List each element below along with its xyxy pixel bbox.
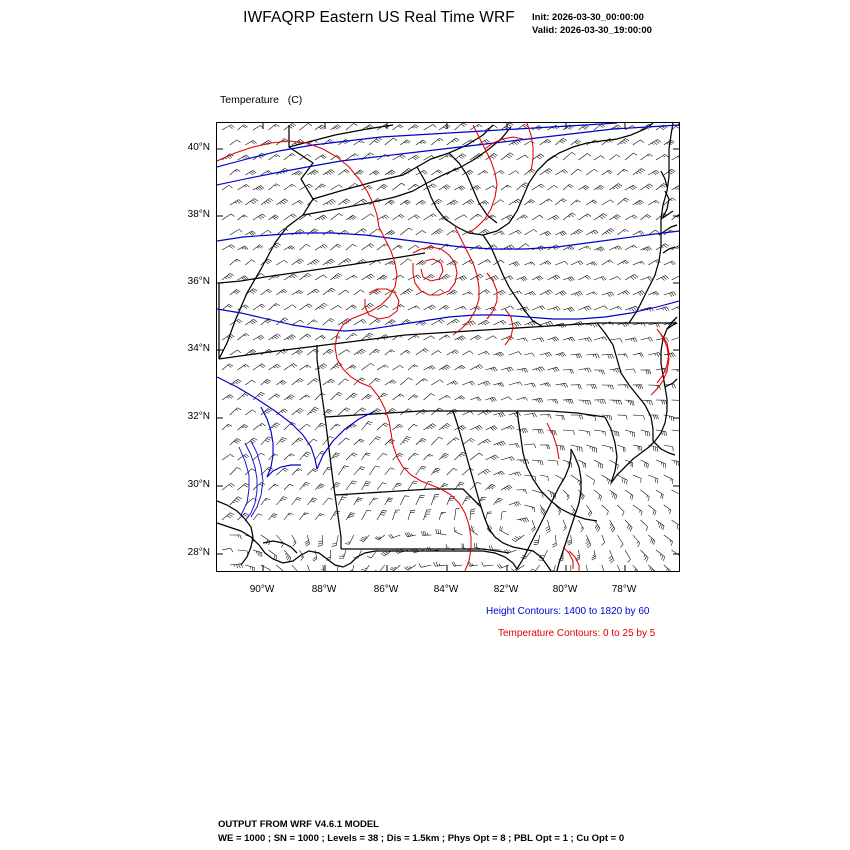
height-contours-caption: Height Contours: 1400 to 1820 by 60 xyxy=(486,606,650,617)
y-tick-label: 34°N xyxy=(187,343,210,354)
x-tick-label: 86°W xyxy=(373,584,399,595)
footer-line-1: OUTPUT FROM WRF V4.6.1 MODEL xyxy=(218,819,379,830)
geography-outlines-layer xyxy=(217,123,677,571)
x-tick-label: 88°W xyxy=(311,584,337,595)
map-canvas xyxy=(217,123,679,571)
x-tick-label: 78°W xyxy=(611,584,637,595)
height-contour-cluster xyxy=(239,441,263,521)
run-time-block xyxy=(532,11,652,37)
valid-time-label: Valid: 2026-03-30_19:00:00 xyxy=(532,25,652,36)
init-time-label: Init: 2026-03-30_00:00:00 xyxy=(532,12,644,23)
map-plot-area[interactable] xyxy=(216,122,680,572)
units-temperature-label: Temperature (C) xyxy=(220,94,303,106)
x-tick-label: 82°W xyxy=(493,584,519,595)
page-title-text: IWFAQRP Eastern US Real Time WRF xyxy=(243,9,515,26)
y-tick-label: 32°N xyxy=(187,411,210,422)
x-tick-label: 90°W xyxy=(249,584,275,595)
page-title xyxy=(0,9,850,27)
temperature-contours-layer xyxy=(217,123,669,571)
x-tick-label: 80°W xyxy=(552,584,578,595)
y-tick-label: 38°N xyxy=(187,209,210,220)
axis-tick-marks xyxy=(217,123,679,571)
y-tick-label: 36°N xyxy=(187,276,210,287)
wind-barbs-layer xyxy=(222,123,679,571)
x-tick-label: 84°W xyxy=(433,584,459,595)
y-tick-label: 30°N xyxy=(187,479,210,490)
footer-line-2: WE = 1000 ; SN = 1000 ; Levels = 38 ; Dis = 1.5km ; Phys Opt = 8 ; PBL Opt = 1 ; Cu Opt = 0 xyxy=(218,833,625,844)
temperature-contours-caption: Temperature Contours: 0 to 25 by 5 xyxy=(498,628,656,639)
y-tick-label: 40°N xyxy=(187,142,210,153)
model-output-footer xyxy=(218,818,624,846)
y-tick-label: 28°N xyxy=(187,547,210,558)
